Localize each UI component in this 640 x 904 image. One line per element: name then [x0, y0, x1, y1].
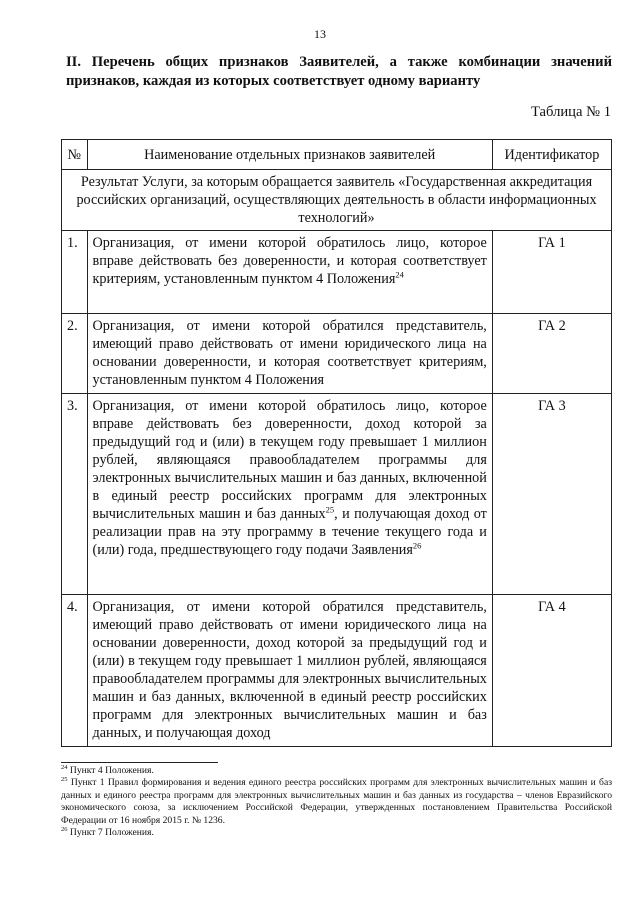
footnote — [61, 827, 612, 839]
footnote-ref[interactable]: 25 — [325, 504, 335, 515]
row-identifier: ГА 2 — [492, 314, 611, 394]
footnote — [61, 777, 612, 827]
row-number: 3. — [62, 394, 88, 595]
header-number: № — [62, 140, 88, 170]
applicant-criteria-table — [61, 139, 612, 747]
service-result-heading: Результат Услуги, за которым обращается заявитель «Государственная аккредитация российских организаций, осуществляющих деятельность в области информационных технологий» — [62, 170, 612, 231]
table-caption: Таблица № 1 — [531, 104, 611, 120]
header-identifier: Идентификатор — [492, 140, 611, 170]
row-identifier: ГА 3 — [492, 394, 611, 595]
row-criteria-text: Организация, от имени которой обратился представитель, имеющий право действовать от имени юридического лица на основании доверенности, доход которой за предыдущий год и (или) в текущем году превышает 1 миллион рублей, являющаяся правообладателем программы для электронных вычислительных машин и баз данных, включенной в единый реестр российских программ для электронных вычислительных машин и баз данных, и получающая доход — [92, 599, 487, 741]
row-identifier: ГА 4 — [492, 595, 611, 747]
row-number: 2. — [62, 314, 88, 394]
row-number: 1. — [62, 231, 88, 314]
table-header-row — [62, 140, 612, 170]
row-criteria-text: Организация, от имени которой обратилось лицо, которое вправе действовать без доверенности, и которая соответствует критериям, установленным пунктом 4 Положения — [92, 235, 487, 287]
table-section-row — [62, 170, 612, 231]
section-title: II. Перечень общих признаков Заявителей, а также комбинации значений признаков, каждая из которых соответствует одному варианту — [66, 54, 612, 89]
row-identifier: ГА 1 — [492, 231, 611, 314]
row-criteria — [87, 595, 492, 747]
footnote-ref[interactable]: 24 — [395, 269, 404, 280]
row-criteria-text: Организация, от имени которой обратилось лицо, которое вправе действовать без доверенности, доход которой за предыдущий год и (или) в текущем году превышает 1 миллион рублей, являющаяся правообладателем программы для электронных вычислительных машин и баз данных, включенной в единый реестр российских программ для электронных вычислительных машин и баз данных — [92, 398, 487, 522]
table-row — [62, 314, 612, 394]
row-criteria — [87, 314, 492, 394]
row-criteria — [87, 394, 492, 595]
header-name: Наименование отдельных признаков заявителей — [87, 140, 492, 170]
footnote-text: Пункт 1 Правил формирования и ведения единого реестра российских программ для электронных вычислительных машин и баз данных и единого реестра программ для электронных вычислительных машин и баз данных из государства – членов Евразийского экономического союза, за исключением Российской Федерации, утвержденных постановлением Правительства Российской Федерации от 16 ноября 2015 г. № 1236. — [61, 777, 612, 826]
footnote-ref[interactable]: 26 — [412, 540, 422, 551]
table-row — [62, 595, 612, 747]
row-criteria-text: Организация, от имени которой обратился представитель, имеющий право действовать от имени юридического лица на основании доверенности, и которая соответствует критериям, установленным пунктом 4 Положения — [92, 318, 487, 388]
row-criteria — [87, 231, 492, 314]
page-number: 13 — [314, 27, 326, 41]
footnote-mark: 24 — [61, 763, 68, 771]
footnotes — [61, 765, 612, 839]
row-criteria-text-continued: , и получающая доход от реализации прав на эту программу в течение текущего года и (или) года, предшествующего году подачи Заявления — [92, 506, 487, 558]
footnote — [61, 765, 612, 777]
footnote-text: Пункт 4 Положения. — [67, 765, 154, 776]
row-number: 4. — [62, 595, 88, 747]
table-row — [62, 394, 612, 595]
footnote-mark: 26 — [61, 825, 68, 833]
footnote-separator — [61, 762, 218, 763]
table-row — [62, 231, 612, 314]
footnote-mark: 25 — [61, 776, 68, 784]
footnote-text: Пункт 7 Положения. — [67, 827, 154, 839]
